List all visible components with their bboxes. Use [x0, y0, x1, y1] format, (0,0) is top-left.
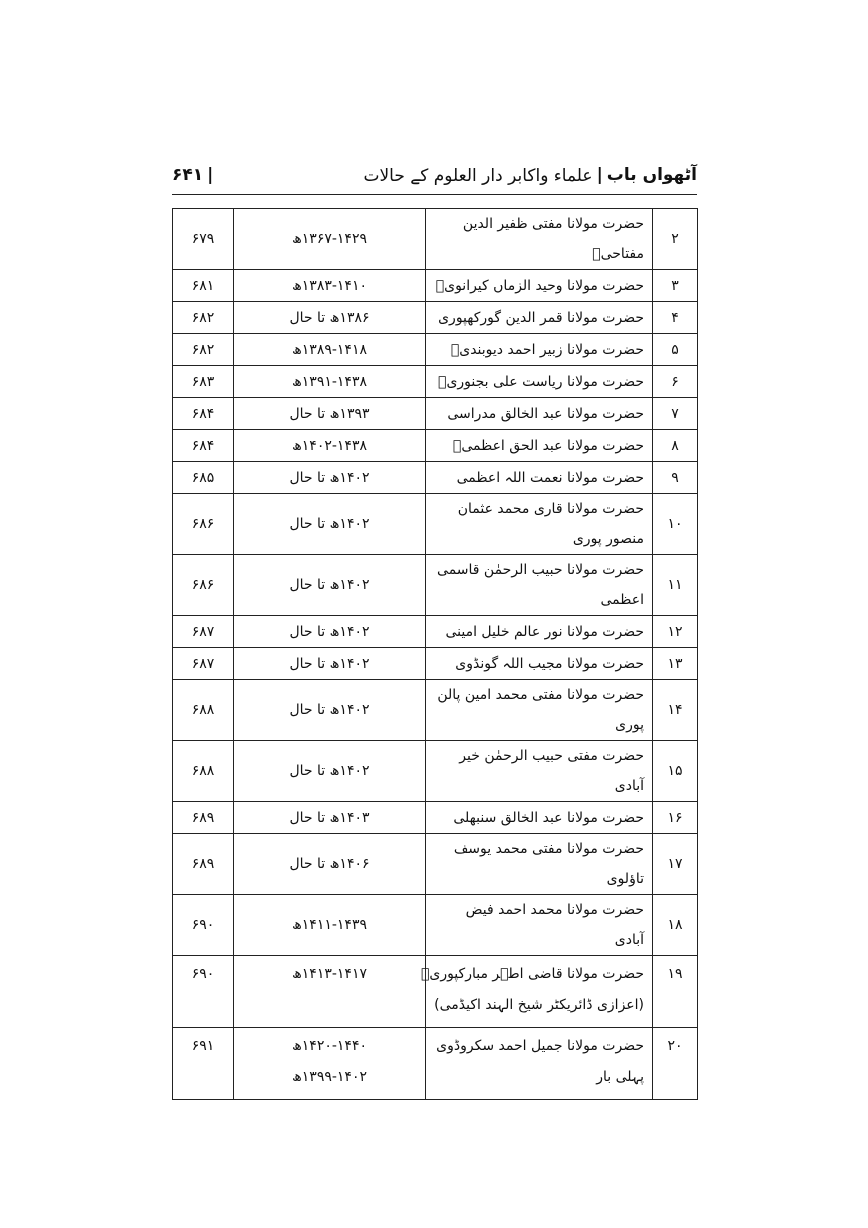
- tenure-years: ۱۳۶۷-۱۴۲۹ھ: [234, 209, 426, 270]
- tenure-years: ۱۳۹۱-۱۴۳۸ھ: [234, 366, 426, 398]
- scholar-name: حضرت مولانا مفتی محمد یوسف تاؤلوی: [426, 834, 653, 895]
- scholar-name: حضرت مولانا محمد احمد فیض آبادی: [426, 895, 653, 956]
- table-row: [173, 334, 698, 366]
- row-number: ۱۶: [653, 802, 698, 834]
- table-row: [173, 430, 698, 462]
- row-number: ۱۴: [653, 680, 698, 741]
- row-number: ۴: [653, 302, 698, 334]
- tenure-years: ۱۴۰۲ھ تا حال: [234, 680, 426, 741]
- table-row: [173, 270, 698, 302]
- table-row: [173, 462, 698, 494]
- scholar-name: حضرت مولانا عبد الخالق مدراسی: [426, 398, 653, 430]
- table-row: [173, 616, 698, 648]
- page-ref: ۶۹۰: [173, 956, 234, 1028]
- tenure-years: ۱۴۰۲-۱۴۳۸ھ: [234, 430, 426, 462]
- row-number: ۲: [653, 209, 698, 270]
- tenure-years: ۱۴۰۳ھ تا حال: [234, 802, 426, 834]
- table-row: [173, 956, 698, 1028]
- tenure-years: ۱۴۰۲ھ تا حال: [234, 494, 426, 555]
- tenure-years: ۱۳۹۹-۱۴۰۲ھ: [292, 1069, 367, 1085]
- page-ref: ۶۷۹: [173, 209, 234, 270]
- page-ref: ۶۸۵: [173, 462, 234, 494]
- tenure-years: ۱۴۰۲ھ تا حال: [234, 741, 426, 802]
- scholar-note: پہلی بار: [596, 1069, 644, 1085]
- tenure-years: ۱۴۰۶ھ تا حال: [234, 834, 426, 895]
- row-number: ۲۰: [653, 1028, 698, 1100]
- scholar-name: حضرت مولانا زبیر احمد دیوبندیؒ: [426, 334, 653, 366]
- scholar-name: حضرت مولانا قاضی اطہر مبارکپوریؒ: [420, 966, 644, 982]
- tenure-years: ۱۴۲۰-۱۴۴۰ھ: [292, 1038, 367, 1054]
- tenure-years: ۱۴۱۳-۱۴۱۷ھ: [292, 966, 367, 982]
- page-ref: ۶۸۹: [173, 834, 234, 895]
- scholar-name: حضرت مولانا وحید الزماں کیرانویؒ: [426, 270, 653, 302]
- row-number: ۱۳: [653, 648, 698, 680]
- row-number: ۱۰: [653, 494, 698, 555]
- page-ref: ۶۸۹: [173, 802, 234, 834]
- tenure-years-cell: [234, 956, 426, 1028]
- header-rule: [172, 194, 697, 195]
- page-ref: ۶۸۷: [173, 616, 234, 648]
- tenure-years: ۱۴۰۲ھ تا حال: [234, 555, 426, 616]
- row-number: ۸: [653, 430, 698, 462]
- tenure-years-cell: [234, 1028, 426, 1100]
- page-number: ۶۴۱: [172, 165, 204, 185]
- scholar-name: حضرت مولانا حبیب الرحمٰن قاسمی اعظمی: [426, 555, 653, 616]
- row-number: ۳: [653, 270, 698, 302]
- scholar-name-cell: [426, 1028, 653, 1100]
- row-number: ۱۸: [653, 895, 698, 956]
- tenure-years: ۱۳۸۹-۱۴۱۸ھ: [234, 334, 426, 366]
- page-ref: ۶۹۱: [173, 1028, 234, 1100]
- chapter-title: علماء واکابر دار العلوم کے حالات: [363, 165, 593, 186]
- table-row: [173, 648, 698, 680]
- chapter-label: آٹھواں باب: [606, 165, 697, 185]
- scholar-name: حضرت مولانا عبد الخالق سنبھلی: [426, 802, 653, 834]
- scholar-name: حضرت مولانا مفتی محمد امین پالن پوری: [426, 680, 653, 741]
- scholar-name: حضرت مولانا قمر الدین گورکھپوری: [426, 302, 653, 334]
- scholar-name: حضرت مفتی حبیب الرحمٰن خیر آبادی: [426, 741, 653, 802]
- table-row: [173, 802, 698, 834]
- tenure-years: ۱۴۱۱-۱۴۳۹ھ: [234, 895, 426, 956]
- tenure-years: ۱۴۰۲ھ تا حال: [234, 648, 426, 680]
- row-number: ۱۱: [653, 555, 698, 616]
- scholar-name: حضرت مولانا قاری محمد عثمان منصور پوری: [426, 494, 653, 555]
- page-ref: ۶۸۳: [173, 366, 234, 398]
- header-separator: |: [596, 165, 603, 185]
- scholar-name: حضرت مولانا نعمت اللہ اعظمی: [426, 462, 653, 494]
- table-row: [173, 494, 698, 555]
- table-row: [173, 895, 698, 956]
- table-row: [173, 680, 698, 741]
- tenure-years: ۱۳۸۳-۱۴۱۰ھ: [234, 270, 426, 302]
- scholar-name: حضرت مولانا مفتی ظفیر الدین مفتاحیؒ: [426, 209, 653, 270]
- scholar-name: حضرت مولانا ریاست علی بجنوریؒ: [426, 366, 653, 398]
- page-ref: ۶۸۴: [173, 430, 234, 462]
- row-number: ۱۹: [653, 956, 698, 1028]
- page-ref: ۶۹۰: [173, 895, 234, 956]
- row-number: ۱۲: [653, 616, 698, 648]
- tenure-years: ۱۴۰۲ھ تا حال: [234, 462, 426, 494]
- tenure-years: ۱۳۹۳ھ تا حال: [234, 398, 426, 430]
- tenure-years: ۱۳۸۶ھ تا حال: [234, 302, 426, 334]
- scholar-name-cell: [420, 956, 653, 1028]
- table-row: [173, 834, 698, 895]
- scholar-name: حضرت مولانا جمیل احمد سکروڈوی: [436, 1038, 644, 1054]
- table-row: [173, 366, 698, 398]
- page-ref: ۶۸۱: [173, 270, 234, 302]
- page-ref: ۶۸۶: [173, 555, 234, 616]
- scholars-index-table: [172, 208, 698, 1100]
- page-ref: ۶۸۶: [173, 494, 234, 555]
- row-number: ۱۵: [653, 741, 698, 802]
- table-row: [173, 209, 698, 270]
- row-number: ۵: [653, 334, 698, 366]
- page-ref: ۶۸۷: [173, 648, 234, 680]
- scholar-name: حضرت مولانا نور عالم خلیل امینی: [426, 616, 653, 648]
- page-ref: ۶۸۲: [173, 334, 234, 366]
- row-number: ۱۷: [653, 834, 698, 895]
- running-header: [172, 160, 697, 190]
- tenure-years: ۱۴۰۲ھ تا حال: [234, 616, 426, 648]
- table-row: [173, 302, 698, 334]
- row-number: ۷: [653, 398, 698, 430]
- table-row: [173, 398, 698, 430]
- scholar-name: حضرت مولانا مجیب اللہ گونڈوی: [426, 648, 653, 680]
- table-row: [173, 555, 698, 616]
- page-ref: ۶۸۸: [173, 741, 234, 802]
- row-number: ۹: [653, 462, 698, 494]
- scholar-note: (اعزازی ڈائریکٹر شیخ الہند اکیڈمی): [434, 997, 644, 1013]
- table-row: [173, 741, 698, 802]
- page-ref: ۶۸۸: [173, 680, 234, 741]
- scholar-name: حضرت مولانا عبد الحق اعظمیؒ: [426, 430, 653, 462]
- page-ref: ۶۸۴: [173, 398, 234, 430]
- header-separator: |: [207, 165, 214, 185]
- table-row: [173, 1028, 698, 1100]
- page-ref: ۶۸۲: [173, 302, 234, 334]
- row-number: ۶: [653, 366, 698, 398]
